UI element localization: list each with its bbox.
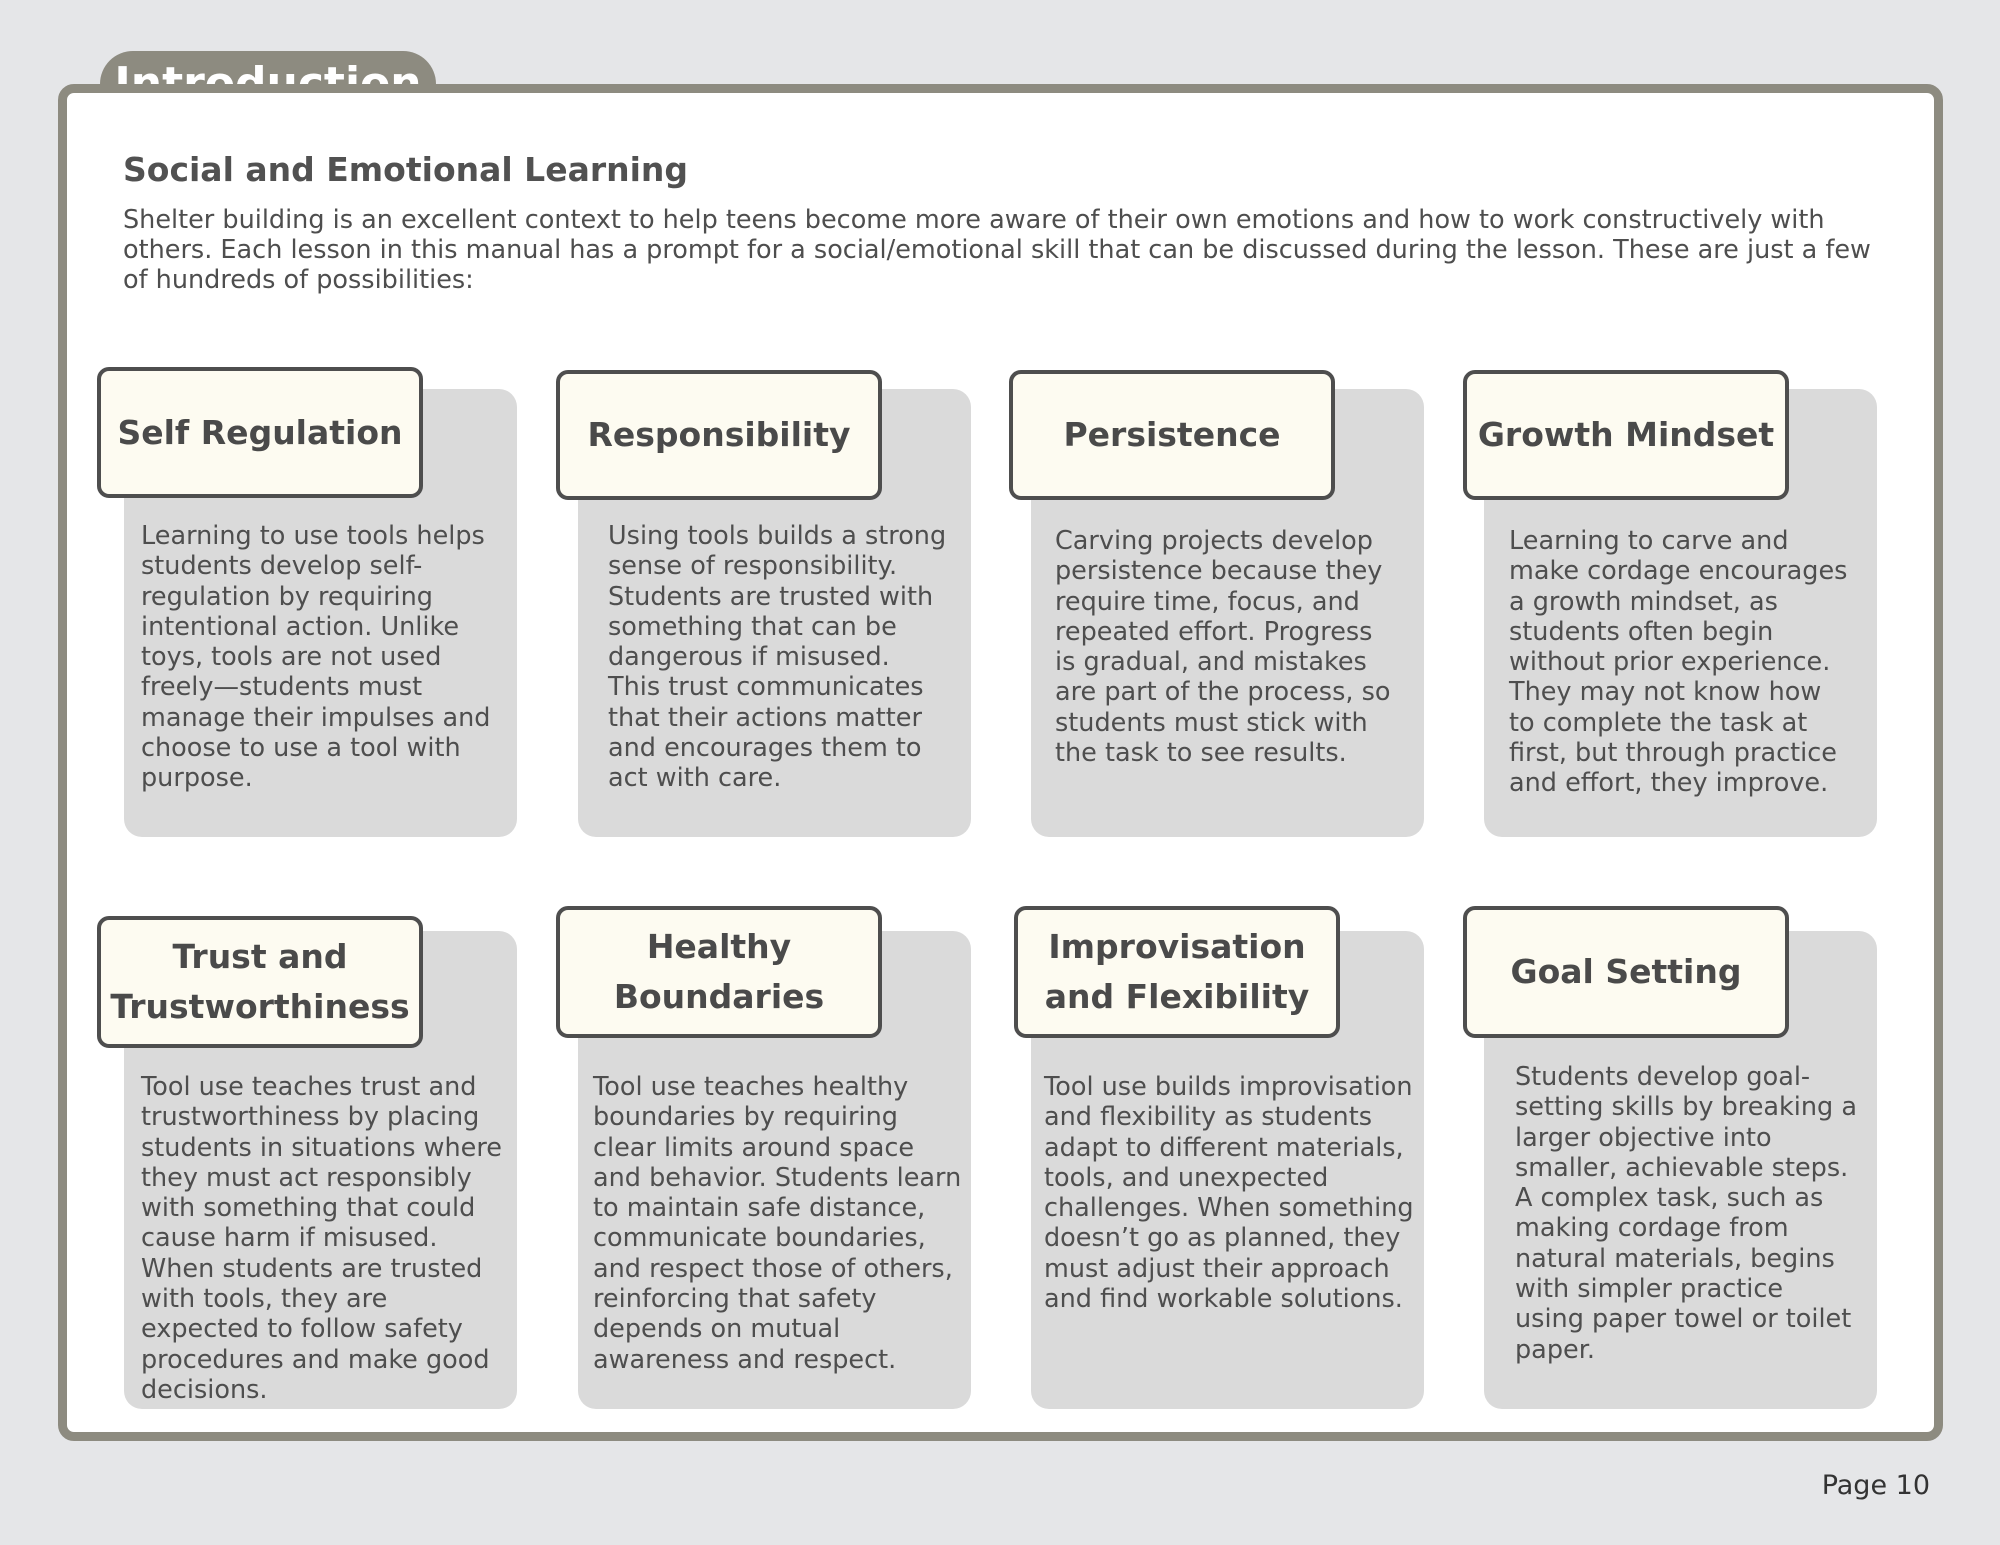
card-text: Carving projects develop persistence because they require time, focus, and repeated effort. Progress is gradual, and mistakes are part of the process, so students must stick with the task to see results. [1055,526,1391,769]
card-title: Growth Mindset [1463,370,1789,500]
card-text: Tool use builds improvisation and flexibility as students adapt to different materials, tools, and unexpected challenges. When something doesn’t go as planned, they must adjust their approach and find workable solutions. [1044,1072,1414,1315]
section-heading: Social and Emotional Learning [123,150,689,189]
card-title: Trust and Trustworthiness [97,916,423,1048]
card-text: Students develop goal-setting skills by breaking a larger objective into smaller, achievable steps. A complex task, such as making cordage from natural materials, begins with simpler practice using paper towel or toilet paper. [1515,1062,1857,1365]
card-title: Improvisation and Flexibility [1014,906,1340,1038]
card-text: Using tools builds a strong sense of responsibility. Students are trusted with something that can be dangerous if misused. This trust communicates that their actions matter and encourages them to act with care. [608,521,947,794]
card-title: Goal Setting [1463,906,1789,1038]
card-text: Learning to carve and make cordage encourages a growth mindset, as students often begin without prior experience. They may not know how to complete the task at first, but through practice and effort, they improve. [1509,526,1848,799]
card-text: Tool use teaches trust and trustworthiness by placing students in situations where they must act responsibly with something that could cause harm if misused. When students are trusted with tools, they are expected to follow safety procedures and make good decisions. [141,1072,502,1405]
page-number: Page 10 [1821,1470,1930,1501]
card-text: Tool use teaches healthy boundaries by requiring clear limits around space and behavior. Students learn to maintain safe distance, communicate boundaries, and respect those of others, reinforcing that safety depends on mutual awareness and respect. [593,1072,962,1375]
card-title: Persistence [1009,370,1335,500]
card-title: Healthy Boundaries [556,906,882,1038]
card-title: Self Regulation [97,367,423,498]
card-text: Learning to use tools helps students develop self-regulation by requiring intentional action. Unlike toys, tools are not used freely—students must manage their impulses and choose to use a tool with purpose. [141,521,491,794]
card-title: Responsibility [556,370,882,500]
intro-paragraph: Shelter building is an excellent context to help teens become more aware of their own emotions and how to work constructively with others. Each lesson in this manual has a prompt for a social/emotional skill that can be discussed during the lesson. These are just a few of hundreds of possibilities: [123,205,1871,295]
